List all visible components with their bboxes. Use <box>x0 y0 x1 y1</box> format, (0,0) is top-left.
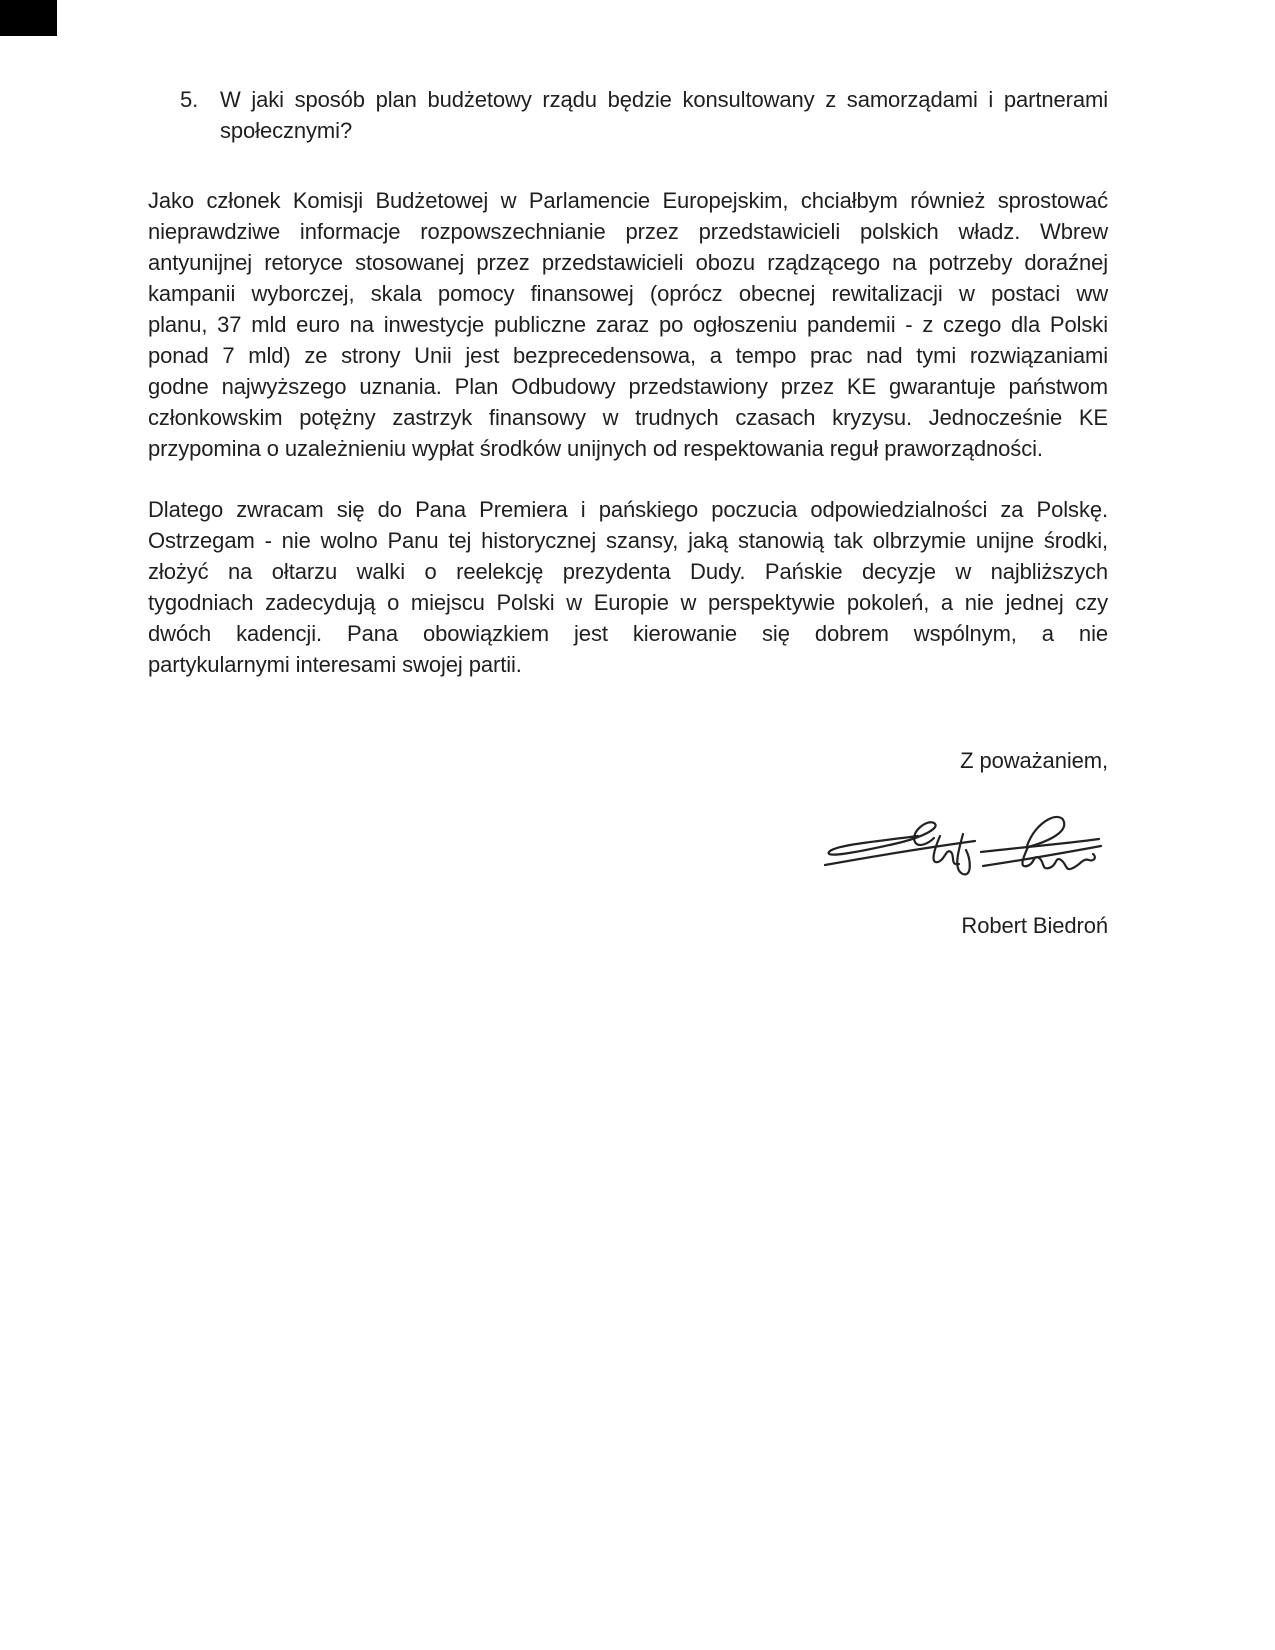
question-number: 5. <box>180 87 199 112</box>
text-line: złożyć na ołtarzu walki o reelekcję prezydenta Dudy. Pańskie decyzje w najbliższych <box>148 559 1108 584</box>
text-line: planu, 37 mld euro na inwestycje publiczne zaraz po ogłoszeniu pandemii - z czego dla Polski <box>148 312 1108 337</box>
text-line: nieprawdziwe informacje rozpowszechnianie przez przedstawicieli polskich władz. Wbrew <box>148 219 1108 244</box>
text-line: partykularnymi interesami swojej partii. <box>148 652 522 677</box>
text-line: godne najwyższego uznania. Plan Odbudowy przedstawiony przez KE gwarantuje państwom <box>148 374 1108 399</box>
text-line: dwóch kadencji. Pana obowiązkiem jest kierowanie się dobrem wspólnym, a nie <box>148 621 1108 646</box>
text-line: przypomina o uzależnieniu wypłat środków unijnych od respektowania reguł praworządności. <box>148 436 1043 461</box>
text-line: antyunijnej retoryce stosowanej przez przedstawicieli obozu rządzącego na potrzeby doraźnej <box>148 250 1108 275</box>
signature-icon <box>822 808 1110 890</box>
scan-artifact-corner-mark <box>0 0 57 36</box>
text-line: tygodniach zadecydują o miejscu Polski w Europie w perspektywie pokoleń, a nie jednej czy <box>148 590 1108 615</box>
handwritten-signature-image <box>822 808 1110 890</box>
text-line: W jaki sposób plan budżetowy rządu będzie konsultowany z samorządami i partnerami <box>220 87 1108 112</box>
valediction: Z poważaniem, <box>960 748 1108 773</box>
text-line: członkowskim potężny zastrzyk finansowy w trudnych czasach kryzysu. Jednocześnie KE <box>148 405 1108 430</box>
text-line: ponad 7 mld) ze strony Unii jest bezprecedensowa, a tempo prac nad tymi rozwiązaniami <box>148 343 1108 368</box>
text-line: Dlatego zwracam się do Pana Premiera i pańskiego poczucia odpowiedzialności za Polskę. <box>148 497 1108 522</box>
body-paragraph-2 <box>148 494 1108 680</box>
body-paragraph-1 <box>148 185 1108 464</box>
signatory-name: Robert Biedroń <box>961 913 1108 938</box>
question-item-text <box>220 84 1108 146</box>
text-line: kampanii wyborczej, skala pomocy finansowej (oprócz obecnej rewitalizacji w postaci ww <box>148 281 1108 306</box>
text-line: społecznymi? <box>220 118 353 143</box>
text-line: Ostrzegam - nie wolno Panu tej historycznej szansy, jaką stanowią tak olbrzymie unijne środki, <box>148 528 1108 553</box>
text-line: Jako członek Komisji Budżetowej w Parlamencie Europejskim, chciałbym również sprostować <box>148 188 1108 213</box>
